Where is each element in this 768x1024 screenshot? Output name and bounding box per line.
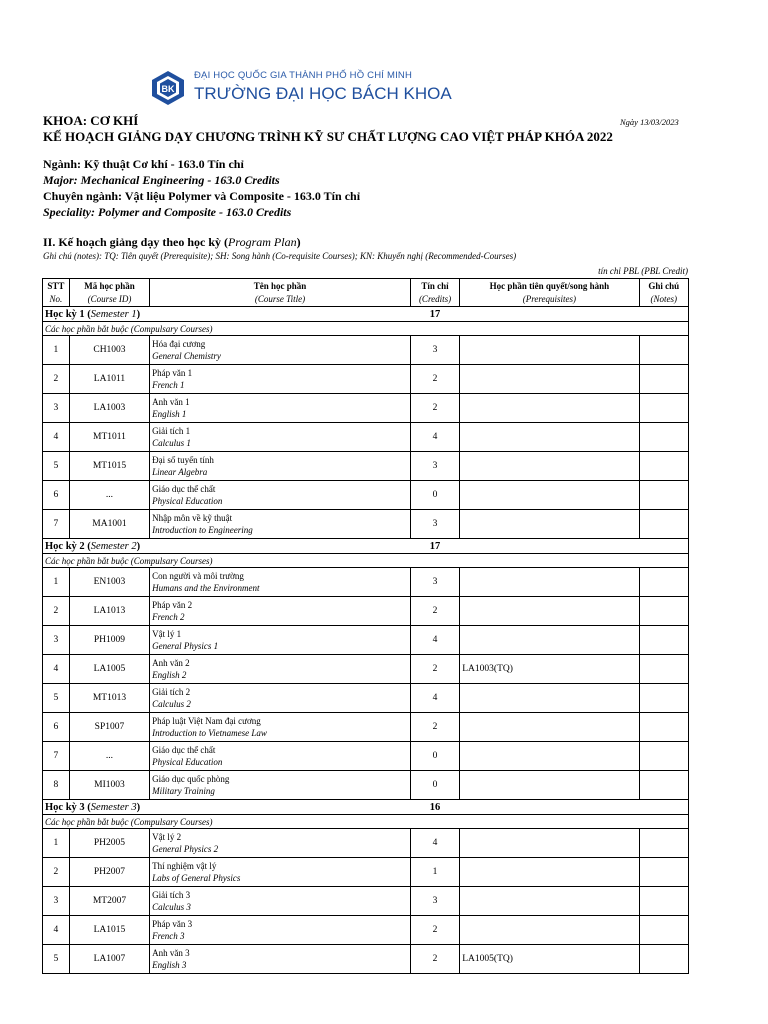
course-id: LA1015 (69, 916, 149, 945)
course-title (150, 336, 411, 365)
table-row (43, 829, 689, 858)
semester-credits: 16 (410, 800, 459, 815)
course-title-vn: Giáo dục thể chất (152, 745, 216, 755)
semester-spacer (460, 307, 639, 322)
course-notes (639, 713, 688, 742)
course-title (150, 655, 411, 684)
course-prerequisites (460, 597, 639, 626)
course-prerequisites (460, 510, 639, 539)
course-notes (639, 829, 688, 858)
course-credits: 2 (410, 365, 459, 394)
course-id: ... (69, 742, 149, 771)
course-no: 4 (43, 916, 70, 945)
course-credits: 2 (410, 655, 459, 684)
university-system-name: ĐẠI HỌC QUỐC GIA THÀNH PHỐ HỒ CHÍ MINH (194, 70, 413, 81)
course-prerequisites: LA1003(TQ) (460, 655, 639, 684)
course-group-label: Các học phần bắt buộc (Compulsary Courses) (43, 815, 689, 829)
semester-spacer (460, 800, 639, 815)
col-header-no: STT No. (43, 279, 70, 307)
course-prerequisites (460, 626, 639, 655)
course-prerequisites (460, 684, 639, 713)
course-id: SP1007 (69, 713, 149, 742)
semester-row (43, 800, 689, 815)
course-title-vn: Vật lý 2 (152, 832, 182, 842)
course-title-en: Military Training (152, 786, 215, 796)
course-title (150, 481, 411, 510)
course-title-vn: Nhập môn về kỹ thuật (152, 513, 233, 523)
course-title-en: Linear Algebra (152, 467, 208, 477)
course-title-en: Labs of General Physics (152, 873, 241, 883)
course-notes (639, 423, 688, 452)
course-prerequisites (460, 336, 639, 365)
course-notes (639, 655, 688, 684)
course-no: 7 (43, 742, 70, 771)
course-no: 2 (43, 597, 70, 626)
section-title: II. Kế hoạch giảng dạy theo học kỳ (Program Plan) (43, 235, 301, 249)
course-id: LA1011 (69, 365, 149, 394)
table-row (43, 858, 689, 887)
course-notes (639, 510, 688, 539)
course-notes (639, 945, 688, 974)
course-group-row (43, 815, 689, 829)
course-title-vn: Giáo dục thể chất (152, 484, 216, 494)
course-notes (639, 481, 688, 510)
course-title-en: Physical Education (152, 757, 223, 767)
notes-legend: Ghi chú (notes): TQ: Tiên quyết (Prerequisite); SH: Song hành (Co-requisite Courses); KN: Khuyến nghị (Recommended-Courses) (43, 251, 517, 261)
course-title (150, 887, 411, 916)
course-title-en: English 2 (152, 670, 187, 680)
speciality-vn: Chuyên ngành: Vật liệu Polymer và Composite - 163.0 Tín chỉ (43, 189, 361, 203)
course-no: 6 (43, 481, 70, 510)
table-row (43, 597, 689, 626)
bk-logo-icon (150, 70, 186, 106)
course-notes (639, 771, 688, 800)
table-row (43, 916, 689, 945)
course-no: 2 (43, 858, 70, 887)
table-row (43, 713, 689, 742)
course-credits: 4 (410, 423, 459, 452)
course-no: 1 (43, 568, 70, 597)
course-title-vn: Giải tích 3 (152, 890, 191, 900)
course-title (150, 771, 411, 800)
course-title-vn: Vật lý 1 (152, 629, 182, 639)
course-title (150, 858, 411, 887)
course-id: MT2007 (69, 887, 149, 916)
course-no: 5 (43, 452, 70, 481)
col-header-course-title: Tên học phần (Course Title) (150, 279, 411, 307)
course-title-en: General Physics 1 (152, 641, 219, 651)
course-id: PH2007 (69, 858, 149, 887)
course-title-en: Introduction to Engineering (152, 525, 253, 535)
course-title (150, 626, 411, 655)
course-credits: 4 (410, 684, 459, 713)
course-prerequisites (460, 568, 639, 597)
document-date: Ngày 13/03/2023 (620, 117, 679, 127)
university-logo (150, 68, 470, 108)
course-id: MA1001 (69, 510, 149, 539)
course-prerequisites (460, 742, 639, 771)
course-title-vn: Anh văn 2 (152, 658, 190, 668)
table-row (43, 394, 689, 423)
course-no: 1 (43, 336, 70, 365)
course-no: 4 (43, 423, 70, 452)
course-title-en: French 2 (152, 612, 185, 622)
course-title-vn: Giải tích 1 (152, 426, 191, 436)
course-id: MI1003 (69, 771, 149, 800)
table-row (43, 945, 689, 974)
course-credits: 2 (410, 394, 459, 423)
course-title-vn: Pháp văn 3 (152, 919, 193, 929)
course-notes (639, 597, 688, 626)
document-title: KẾ HOẠCH GIẢNG DẠY CHƯƠNG TRÌNH KỸ SƯ CHẤT LƯỢNG CAO VIỆT PHÁP KHÓA 2022 (43, 129, 613, 144)
table-row (43, 452, 689, 481)
course-notes (639, 394, 688, 423)
course-prerequisites (460, 423, 639, 452)
course-credits: 3 (410, 568, 459, 597)
course-title-vn: Pháp văn 2 (152, 600, 193, 610)
course-title (150, 568, 411, 597)
course-id: MT1013 (69, 684, 149, 713)
course-title-vn: Anh văn 1 (152, 397, 190, 407)
course-notes (639, 568, 688, 597)
course-title-en: General Physics 2 (152, 844, 219, 854)
course-credits: 0 (410, 742, 459, 771)
course-credits: 4 (410, 829, 459, 858)
course-id: LA1003 (69, 394, 149, 423)
course-title (150, 510, 411, 539)
course-title-vn: Giải tích 2 (152, 687, 191, 697)
course-no: 4 (43, 655, 70, 684)
semester-label: Học kỳ 3 (Semester 3) (43, 800, 411, 815)
course-notes (639, 887, 688, 916)
course-credits: 2 (410, 597, 459, 626)
table-row (43, 655, 689, 684)
table-row (43, 510, 689, 539)
course-title-en: French 3 (152, 931, 185, 941)
table-row (43, 771, 689, 800)
table-row (43, 684, 689, 713)
table-row (43, 742, 689, 771)
table-header-row (43, 279, 689, 307)
course-id: CH1003 (69, 336, 149, 365)
course-title-en: Physical Education (152, 496, 223, 506)
course-title (150, 394, 411, 423)
course-no: 6 (43, 713, 70, 742)
course-title-vn: Hóa đại cương (152, 339, 206, 349)
col-header-course-id: Mã học phần (Course ID) (69, 279, 149, 307)
course-id: ... (69, 481, 149, 510)
course-notes (639, 916, 688, 945)
course-credits: 2 (410, 713, 459, 742)
pbl-note: tín chỉ PBL (PBL Credit) (598, 266, 688, 276)
table-row (43, 365, 689, 394)
course-notes (639, 626, 688, 655)
course-id: MT1015 (69, 452, 149, 481)
course-title-vn: Pháp văn 1 (152, 368, 193, 378)
course-no: 3 (43, 887, 70, 916)
course-id: LA1007 (69, 945, 149, 974)
semester-spacer (639, 539, 688, 554)
col-header-notes: Ghi chú (Notes) (639, 279, 688, 307)
major-en: Major: Mechanical Engineering - 163.0 Credits (43, 173, 280, 187)
col-header-credits: Tín chỉ (Credits) (410, 279, 459, 307)
course-title (150, 684, 411, 713)
course-credits: 2 (410, 916, 459, 945)
table-row (43, 626, 689, 655)
course-group-row (43, 554, 689, 568)
course-title (150, 829, 411, 858)
course-no: 5 (43, 684, 70, 713)
course-title (150, 365, 411, 394)
course-notes (639, 858, 688, 887)
major-vn: Ngành: Kỹ thuật Cơ khí - 163.0 Tín chỉ (43, 157, 244, 171)
course-group-label: Các học phần bắt buộc (Compulsary Courses) (43, 322, 689, 336)
svg-text:BK: BK (161, 84, 175, 94)
course-credits: 3 (410, 887, 459, 916)
course-title-en: Calculus 3 (152, 902, 191, 912)
speciality-en: Speciality: Polymer and Composite - 163.0 Credits (43, 205, 292, 219)
course-title-en: Humans and the Environment (152, 583, 260, 593)
course-prerequisites (460, 916, 639, 945)
course-title-en: General Chemistry (152, 351, 221, 361)
course-no: 2 (43, 365, 70, 394)
semester-label: Học kỳ 1 (Semester 1) (43, 307, 411, 322)
course-credits: 0 (410, 771, 459, 800)
course-no: 3 (43, 394, 70, 423)
course-title-vn: Anh văn 3 (152, 948, 190, 958)
semester-credits: 17 (410, 539, 459, 554)
course-prerequisites: LA1005(TQ) (460, 945, 639, 974)
course-id: LA1013 (69, 597, 149, 626)
course-prerequisites (460, 365, 639, 394)
course-notes (639, 365, 688, 394)
course-prerequisites (460, 887, 639, 916)
course-title-vn: Thí nghiệm vật lý (152, 861, 217, 871)
course-credits: 0 (410, 481, 459, 510)
course-no: 1 (43, 829, 70, 858)
course-notes (639, 452, 688, 481)
course-title-vn: Pháp luật Việt Nam đại cương (152, 716, 261, 726)
course-title-en: French 1 (152, 380, 185, 390)
semester-row (43, 307, 689, 322)
course-group-label: Các học phần bắt buộc (Compulsary Courses) (43, 554, 689, 568)
course-title (150, 423, 411, 452)
course-notes (639, 684, 688, 713)
course-id: PH2005 (69, 829, 149, 858)
semester-spacer (639, 307, 688, 322)
course-prerequisites (460, 771, 639, 800)
course-group-row (43, 322, 689, 336)
course-title-vn: Con người và môi trường (152, 571, 244, 581)
table-row (43, 481, 689, 510)
course-no: 7 (43, 510, 70, 539)
course-prerequisites (460, 829, 639, 858)
course-title-en: Introduction to Vietnamese Law (152, 728, 267, 738)
course-title-en: Calculus 1 (152, 438, 191, 448)
course-id: LA1005 (69, 655, 149, 684)
course-notes (639, 742, 688, 771)
course-prerequisites (460, 713, 639, 742)
course-no: 3 (43, 626, 70, 655)
course-title (150, 945, 411, 974)
course-title (150, 742, 411, 771)
semester-spacer (460, 539, 639, 554)
course-credits: 3 (410, 336, 459, 365)
table-row (43, 336, 689, 365)
faculty-heading: KHOA: CƠ KHÍ (43, 113, 139, 128)
course-prerequisites (460, 452, 639, 481)
table-row (43, 887, 689, 916)
course-credits: 3 (410, 452, 459, 481)
course-title (150, 597, 411, 626)
course-title-vn: Đại số tuyến tính (152, 455, 214, 465)
semester-credits: 17 (410, 307, 459, 322)
course-prerequisites (460, 481, 639, 510)
semester-label: Học kỳ 2 (Semester 2) (43, 539, 411, 554)
course-no: 5 (43, 945, 70, 974)
table-row (43, 423, 689, 452)
course-title-vn: Giáo dục quốc phòng (152, 774, 230, 784)
course-id: EN1003 (69, 568, 149, 597)
course-id: PH1009 (69, 626, 149, 655)
course-title-en: Calculus 2 (152, 699, 191, 709)
course-credits: 3 (410, 510, 459, 539)
col-header-prerequisites: Học phần tiên quyết/song hành (Prerequisites) (460, 279, 639, 307)
semester-row (43, 539, 689, 554)
semester-spacer (639, 800, 688, 815)
course-credits: 4 (410, 626, 459, 655)
course-id: MT1011 (69, 423, 149, 452)
course-title (150, 452, 411, 481)
course-prerequisites (460, 394, 639, 423)
program-plan-table (42, 278, 689, 974)
course-title (150, 713, 411, 742)
course-credits: 2 (410, 945, 459, 974)
course-title-en: English 1 (152, 409, 187, 419)
university-name: TRƯỜNG ĐẠI HỌC BÁCH KHOA (194, 84, 452, 103)
course-title (150, 916, 411, 945)
course-notes (639, 336, 688, 365)
course-title-en: English 3 (152, 960, 187, 970)
course-credits: 1 (410, 858, 459, 887)
course-no: 8 (43, 771, 70, 800)
course-prerequisites (460, 858, 639, 887)
table-row (43, 568, 689, 597)
